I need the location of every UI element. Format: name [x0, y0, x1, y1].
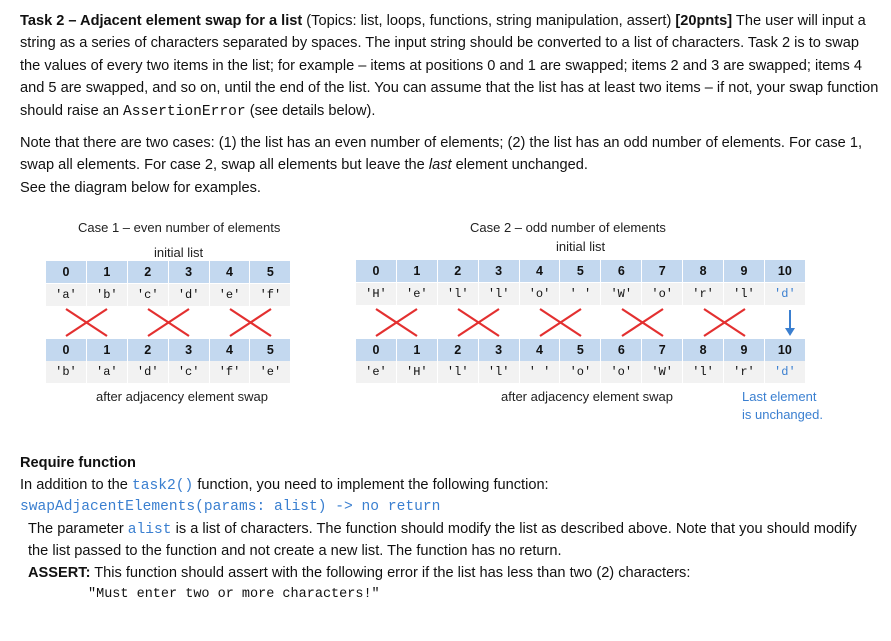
intro-text-end: (see details below).: [245, 102, 376, 119]
index-cell: 2: [128, 261, 169, 283]
require-line1-end: function, you need to implement the following function:: [193, 476, 549, 493]
case1-swap-arrows: [46, 306, 292, 339]
index-cell: 3: [169, 261, 210, 283]
intro-paragraph: [20, 10, 880, 123]
index-cell: 0: [356, 339, 397, 361]
value-cell: 'l': [724, 283, 765, 305]
value-cell: 'b': [87, 284, 128, 306]
value-cell: 'r': [724, 361, 765, 383]
index-cell: 0: [46, 261, 87, 283]
index-cell: 0: [46, 339, 87, 361]
index-cell: 4: [210, 261, 251, 283]
last-emphasis: last: [428, 157, 452, 174]
cases-paragraph: [20, 132, 880, 199]
index-cell: 9: [724, 339, 765, 361]
index-cell: 8: [683, 339, 724, 361]
index-cell: 5: [250, 339, 291, 361]
alist-code: alist: [127, 521, 172, 538]
value-cell: 'f': [210, 361, 251, 383]
value-cell: 'e': [210, 284, 251, 306]
value-cell: 'l': [438, 361, 479, 383]
value-cell: 'H': [356, 283, 397, 305]
task-topics: (Topics: list, loops, functions, string manipulation, assert): [302, 13, 676, 29]
value-cell: 'l': [479, 361, 520, 383]
function-signature: swapAdjacentElements(params: alist) -> no return: [20, 499, 441, 515]
value-cell: 'e': [356, 361, 397, 383]
index-cell: 5: [250, 261, 291, 283]
param-text: The parameter: [28, 520, 128, 537]
value-cell: 'W': [601, 283, 642, 305]
index-cell: 9: [724, 260, 765, 282]
case1-after-indices: [46, 339, 291, 361]
case1-after-values: [46, 361, 291, 383]
case2-swap-arrows: [356, 306, 806, 339]
task-title: Task 2 – Adjacent element swap for a list: [20, 13, 303, 29]
error-message: "Must enter two or more characters!": [88, 587, 380, 602]
value-cell: 'b': [46, 361, 87, 383]
cases-text: Note that there are two cases: (1) the list has an even number of elements; (2) the list has an odd number of elements. For case 1, swap all elements. For case 2, swap all elements but leave the: [20, 135, 863, 174]
index-cell: 1: [87, 261, 128, 283]
index-cell: 4: [520, 260, 561, 282]
param-text-end: is a list of characters. The function should modify the list as described above. Note that you should modify the list passed to the function and not create a new list. The function has no return.: [28, 520, 857, 559]
case2-after-values: [356, 361, 806, 383]
value-cell: 'c': [169, 361, 210, 383]
value-cell: 'l': [683, 361, 724, 383]
value-cell: 'W': [642, 361, 683, 383]
index-cell: 1: [87, 339, 128, 361]
index-cell: 5: [560, 339, 601, 361]
case2-after-indices: [356, 339, 806, 361]
value-cell: 'l': [479, 283, 520, 305]
case2-initial-label: initial list: [556, 239, 606, 254]
value-cell: 'e': [397, 283, 438, 305]
case1-initial-indices: [46, 261, 291, 283]
index-cell: 4: [210, 339, 251, 361]
index-cell: 2: [128, 339, 169, 361]
index-cell: 1: [397, 339, 438, 361]
intro-text: The user will input a string as a series of characters separated by spaces. The input string should be converted to a list of characters. Task 2 is to swap the values of every two items in the list; for example – items at positions 0 and 1 are swapped; items 2 and 3 are swapped; items 4 and 5 are swapped, and so on, until the end of the list. You can assume that the list has at least two items – if not, your swap function should raise an: [20, 13, 879, 119]
index-cell: 1: [397, 260, 438, 282]
index-cell: 2: [438, 339, 479, 361]
value-cell: 'd': [128, 361, 169, 383]
index-cell: 3: [169, 339, 210, 361]
value-cell: 'l': [438, 283, 479, 305]
index-cell: 7: [642, 260, 683, 282]
case1-after-label: after adjacency element swap: [96, 389, 268, 404]
cases-text-end: element unchanged.: [451, 157, 588, 174]
value-cell: 'r': [683, 283, 724, 305]
value-cell: 'H': [397, 361, 438, 383]
index-cell: 0: [356, 260, 397, 282]
case2-initial-indices: [356, 260, 806, 282]
value-cell: 'o': [520, 283, 561, 305]
index-cell: 6: [601, 260, 642, 282]
case2-initial-values: [356, 283, 806, 305]
assertion-error-code: AssertionError: [123, 103, 246, 120]
index-cell: 3: [479, 260, 520, 282]
value-cell: ' ': [560, 283, 601, 305]
value-cell: 'o': [560, 361, 601, 383]
value-cell: 'a': [46, 284, 87, 306]
last-note-line1: Last element: [742, 389, 817, 404]
case2-label: Case 2 – odd number of elements: [470, 220, 666, 235]
index-cell: 10: [765, 260, 806, 282]
index-cell: 2: [438, 260, 479, 282]
value-cell: 'd': [765, 283, 806, 305]
value-cell: 'o': [642, 283, 683, 305]
value-cell: 'e': [250, 361, 291, 383]
assert-text: This function should assert with the following error if the list has less than two (2) characters:: [90, 564, 691, 581]
last-element-note: [742, 388, 823, 424]
case1-initial-label: initial list: [154, 245, 204, 260]
index-cell: 10: [765, 339, 806, 361]
index-cell: 8: [683, 260, 724, 282]
require-heading: Require function: [20, 455, 136, 471]
value-cell: 'd': [765, 361, 806, 383]
assert-label: ASSERT:: [28, 564, 91, 581]
value-cell: 'f': [250, 284, 291, 306]
index-cell: 6: [601, 339, 642, 361]
value-cell: ' ': [520, 361, 561, 383]
value-cell: 'o': [601, 361, 642, 383]
require-section: [20, 453, 880, 606]
case1-initial-values: [46, 284, 291, 306]
require-line1: In addition to the: [20, 476, 132, 493]
task2-code: task2(): [131, 477, 194, 494]
case2-after-label: after adjacency element swap: [501, 389, 673, 404]
index-cell: 7: [642, 339, 683, 361]
down-arrow-icon: [785, 310, 795, 336]
see-diagram: See the diagram below for examples.: [20, 179, 261, 196]
last-note-line2: is unchanged.: [742, 407, 823, 422]
value-cell: 'c': [128, 284, 169, 306]
case1-label: Case 1 – even number of elements: [78, 220, 281, 235]
task-points: [20pnts]: [675, 13, 733, 29]
index-cell: 4: [520, 339, 561, 361]
value-cell: 'a': [87, 361, 128, 383]
index-cell: 3: [479, 339, 520, 361]
value-cell: 'd': [169, 284, 210, 306]
index-cell: 5: [560, 260, 601, 282]
